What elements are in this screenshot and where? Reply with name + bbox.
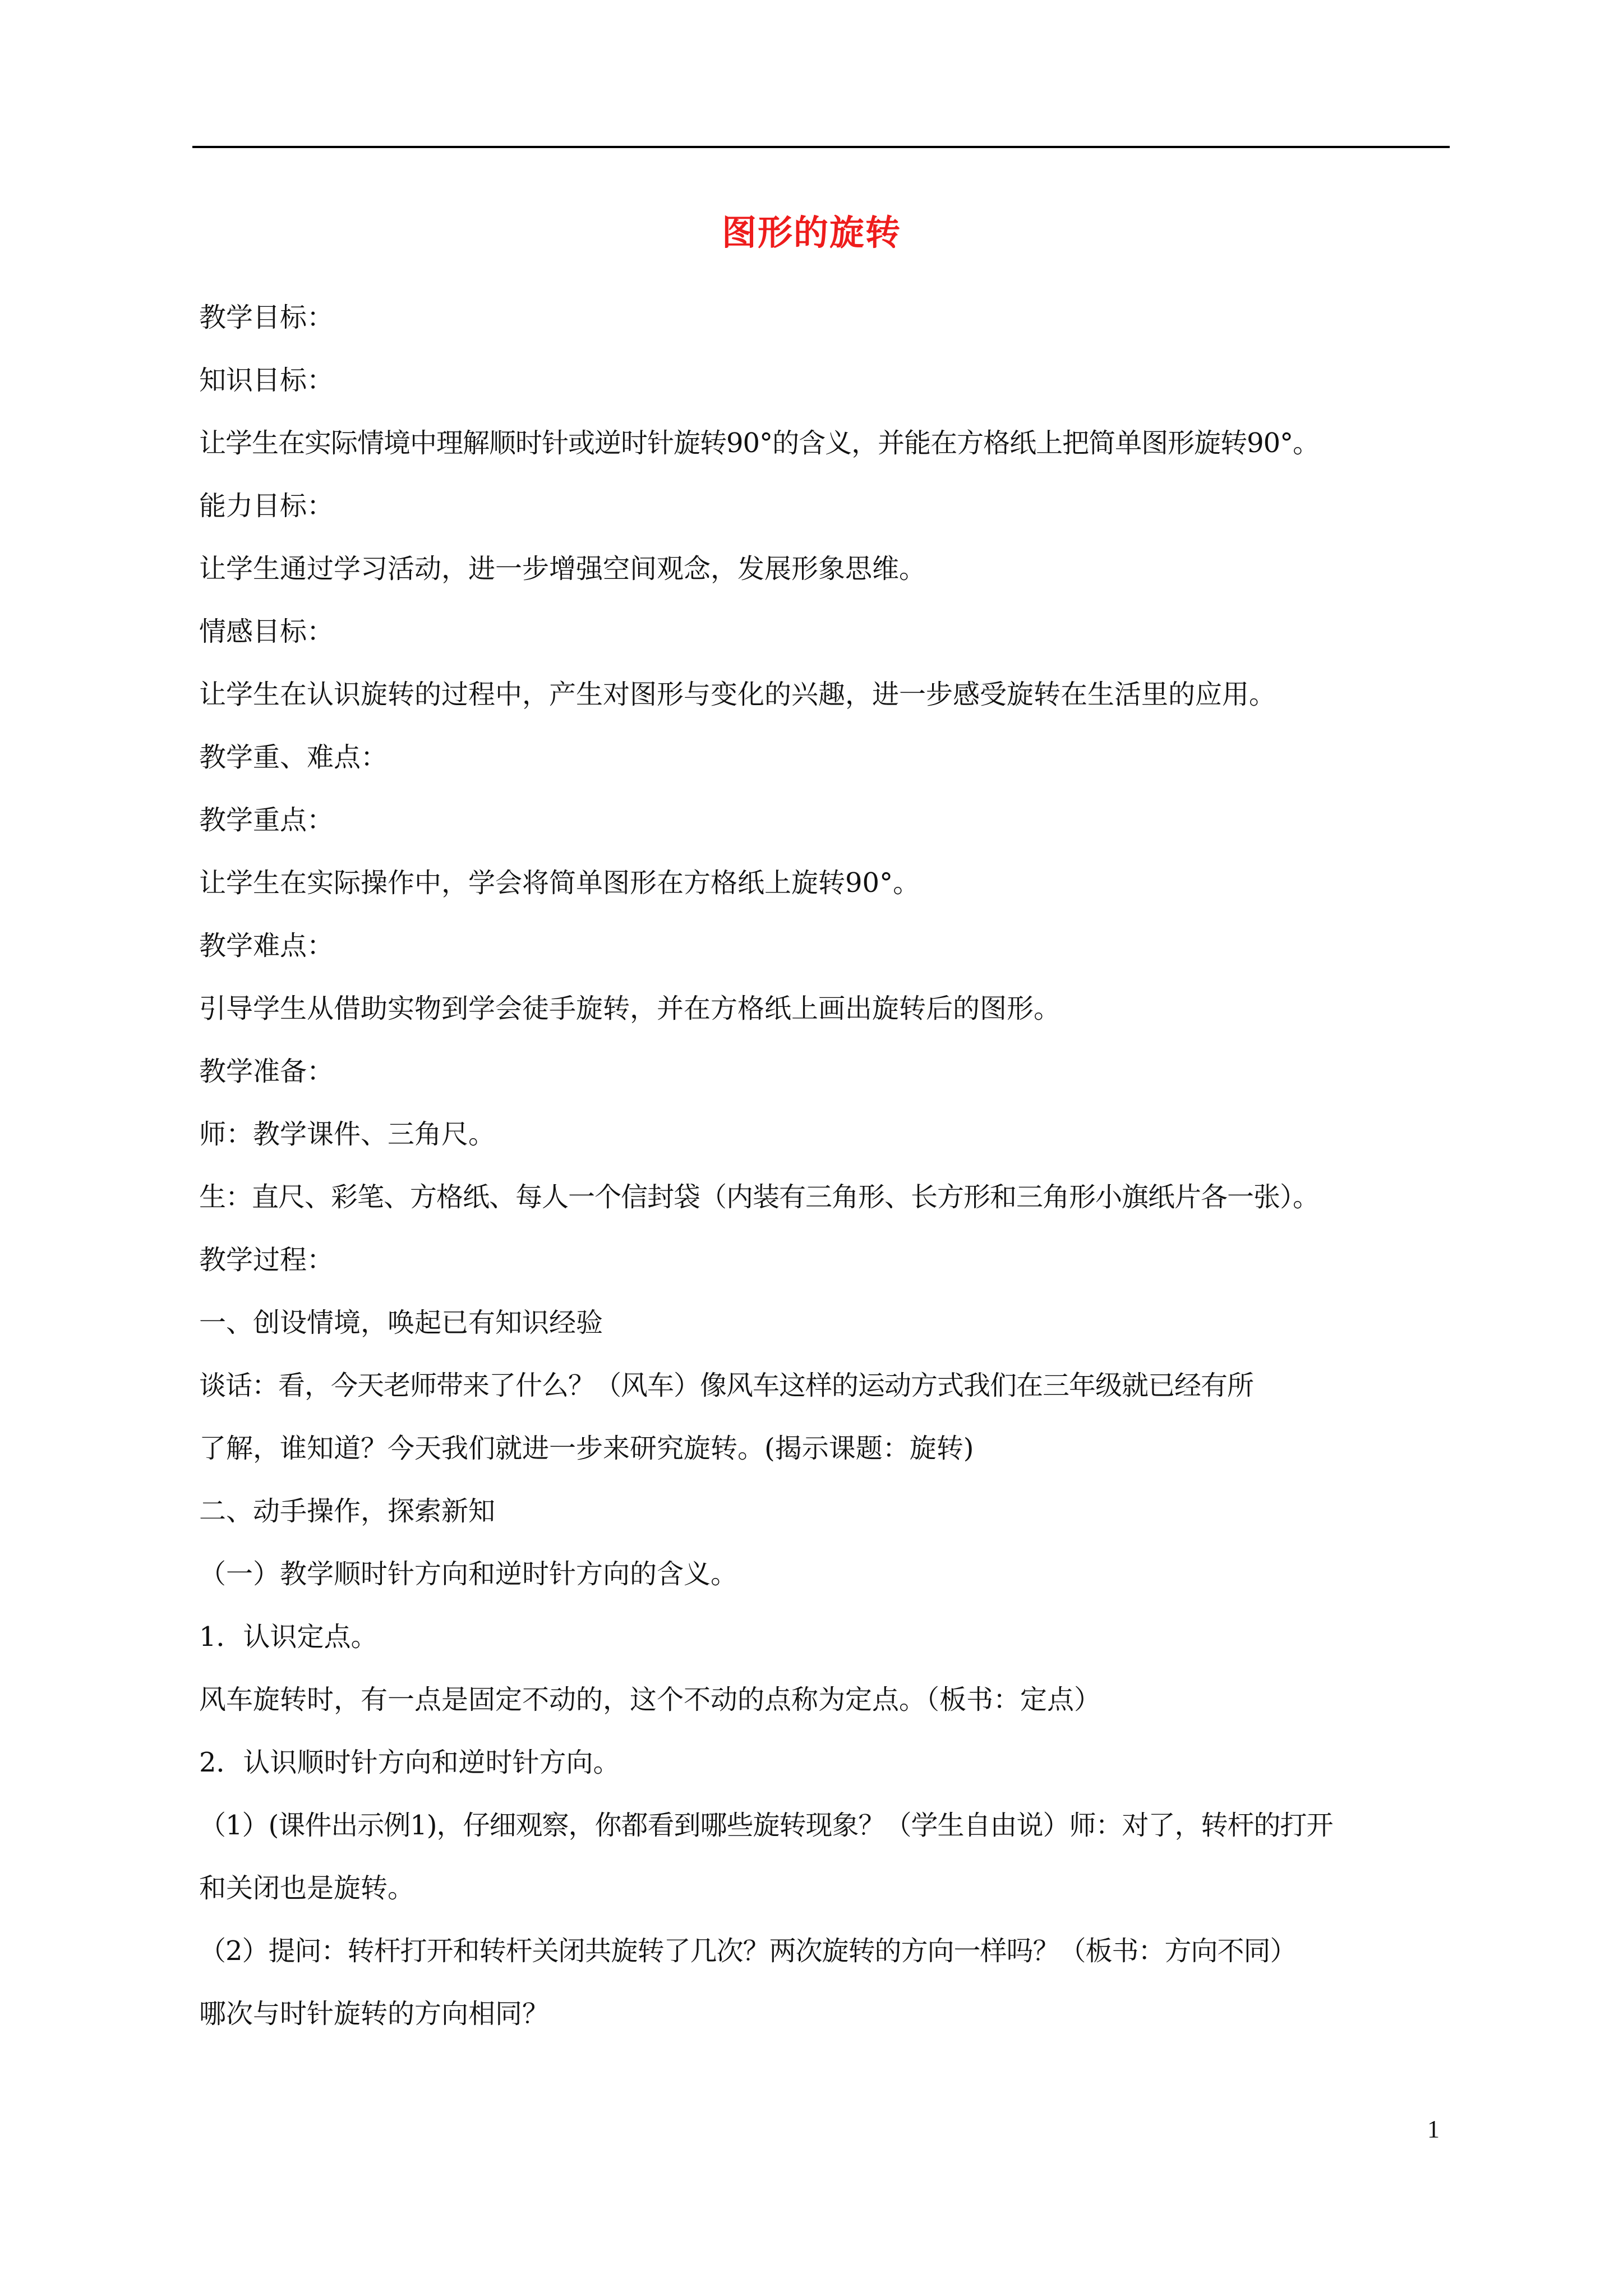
text-line: 1．认识定点。: [199, 1621, 378, 1653]
text-line: （一）教学顺时针方向和逆时针方向的含义。: [199, 1558, 738, 1590]
text-line: 能力目标：: [199, 490, 334, 522]
text-line: 生：直尺、彩笔、方格纸、每人一个信封袋（内装有三角形、长方形和三角形小旗纸片各一张）。: [199, 1181, 1320, 1213]
text-line: 教学准备：: [199, 1056, 334, 1087]
text-line: 教学难点：: [199, 930, 334, 961]
text-line: 和关闭也是旋转。: [199, 1872, 415, 1904]
text-line: 让学生在认识旋转的过程中，产生对图形与变化的兴趣，进一步感受旋转在生活里的应用。: [199, 679, 1276, 710]
text-line: （1）(课件出示例1)，仔细观察，你都看到哪些旋转现象？（学生自由说）师：对了，转杆的打开: [199, 1810, 1333, 1841]
text-line: 引导学生从借助实物到学会徒手旋转，并在方格纸上画出旋转后的图形。: [199, 993, 1061, 1024]
text-line: 谈话：看，今天老师带来了什么？（风车）像风车这样的运动方式我们在三年级就已经有所: [199, 1370, 1254, 1401]
text-line: 2．认识顺时针方向和逆时针方向。: [199, 1747, 620, 1778]
text-line: 知识目标：: [199, 365, 334, 396]
header-rule: [192, 146, 1450, 148]
text-line: 教学过程：: [199, 1244, 334, 1276]
document-title: 图形的旋转: [721, 212, 901, 253]
text-line: 风车旋转时，有一点是固定不动的，这个不动的点称为定点。（板书：定点）: [199, 1684, 1101, 1715]
text-line: 一、创设情境，唤起已有知识经验: [199, 1307, 603, 1338]
text-line: 让学生在实际情境中理解顺时针或逆时针旋转90°的含义，并能在方格纸上把简单图形旋转90°。: [199, 427, 1320, 459]
text-line: 让学生通过学习活动，进一步增强空间观念，发展形象思维。: [199, 553, 926, 585]
text-line: 情感目标：: [199, 616, 334, 647]
text-line: 哪次与时针旋转的方向相同？: [199, 1998, 550, 2030]
text-line: 教学重、难点：: [199, 742, 388, 773]
text-line: 了解，谁知道？今天我们就进一步来研究旋转。(揭示课题：旋转): [199, 1433, 974, 1464]
page-number: 1: [1427, 2115, 1440, 2143]
text-line: 二、动手操作，探索新知: [199, 1496, 496, 1527]
text-line: 教学目标：: [199, 302, 334, 333]
text-line: 让学生在实际操作中，学会将简单图形在方格纸上旋转90°。: [199, 867, 920, 899]
text-line: 教学重点：: [199, 804, 334, 836]
text-line: （2）提问：转杆打开和转杆关闭共旋转了几次？两次旋转的方向一样吗？（板书：方向不同）: [199, 1935, 1297, 1967]
text-line: 师：教学课件、三角尺。: [199, 1119, 496, 1150]
